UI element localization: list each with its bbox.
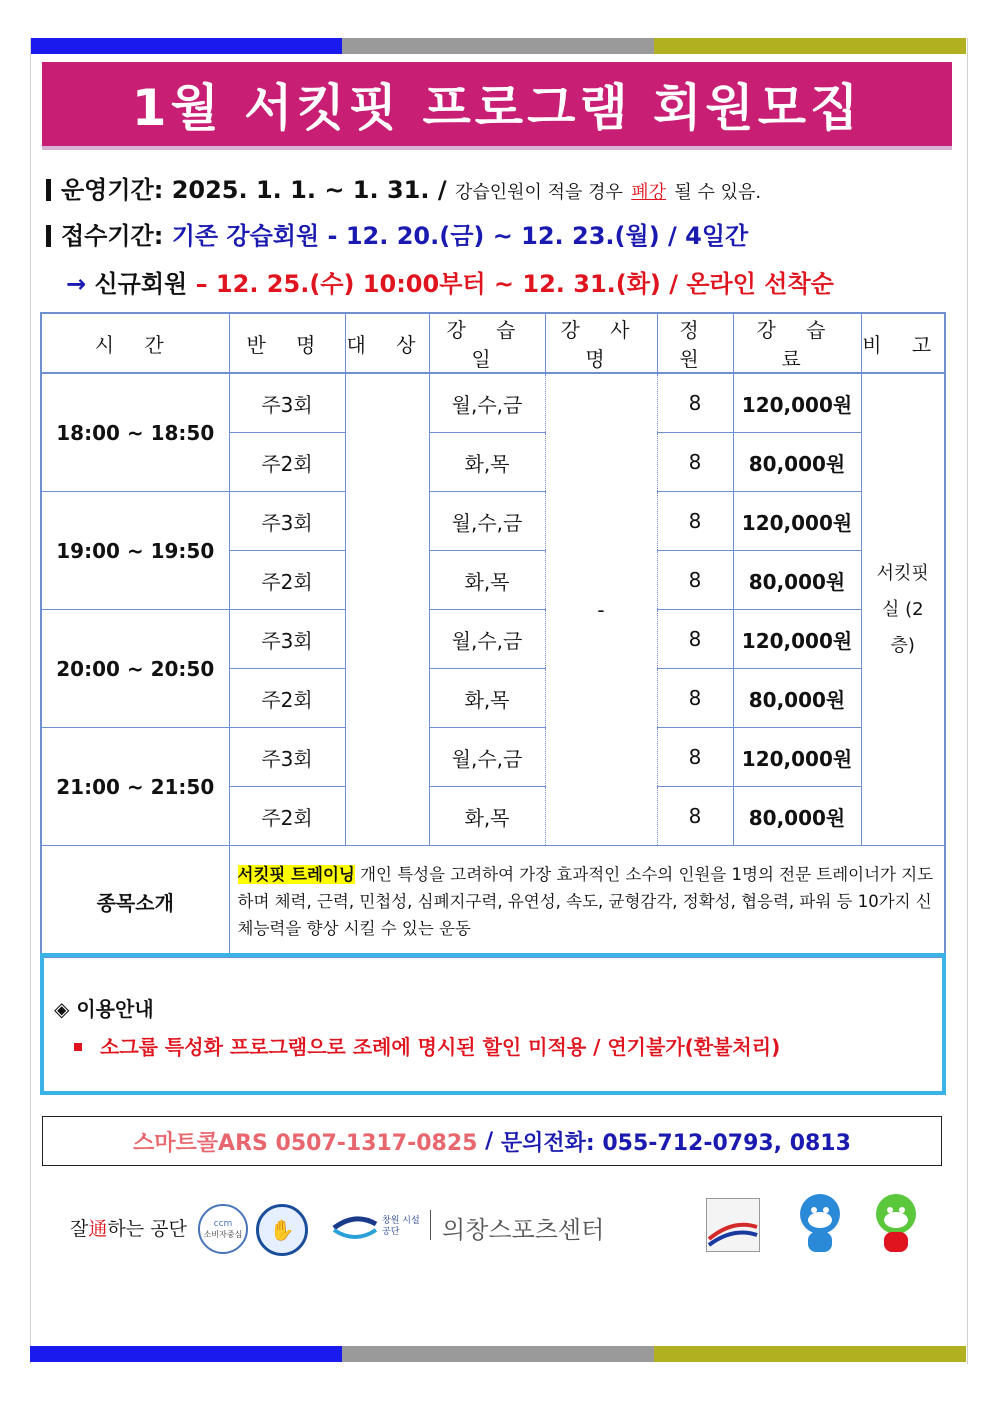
class-cell: 주2회 bbox=[229, 551, 345, 610]
intro-label: 종목소개 bbox=[41, 846, 229, 958]
center-name: 의창스포츠센터 bbox=[442, 1216, 605, 1244]
table-row bbox=[41, 610, 945, 669]
capacity-cell: 8 bbox=[657, 433, 733, 492]
days-cell: 화,목 bbox=[429, 551, 545, 610]
days-cell: 월,수,금 bbox=[429, 373, 545, 433]
capacity-cell: 8 bbox=[657, 610, 733, 669]
days-cell: 월,수,금 bbox=[429, 492, 545, 551]
header-fee: 강 습 료 bbox=[733, 313, 861, 373]
fee-cell: 80,000원 bbox=[733, 669, 861, 728]
bullet-square-icon bbox=[74, 1043, 82, 1051]
days-cell: 화,목 bbox=[429, 669, 545, 728]
new-member-period: → 신규회원 – 12. 25.(수) 10:00부터 ~ 12. 31.(화) / 온라인 선착순 bbox=[66, 270, 834, 298]
capacity-cell: 8 bbox=[657, 669, 733, 728]
org-name: 창원 시설공단 bbox=[382, 1216, 420, 1237]
ars-number: 스마트콜ARS 0507-1317-0825 bbox=[133, 1130, 478, 1156]
target-cell bbox=[345, 373, 429, 846]
class-cell: 주2회 bbox=[229, 669, 345, 728]
org-logo-icon bbox=[330, 1214, 380, 1244]
page-title: 1월 서킷핏 프로그램 회원모집 bbox=[131, 79, 863, 137]
capacity-cell: 8 bbox=[657, 551, 733, 610]
capacity-cell: 8 bbox=[657, 728, 733, 787]
days-cell: 월,수,금 bbox=[429, 610, 545, 669]
fee-cell: 120,000원 bbox=[733, 610, 861, 669]
capacity-cell: 8 bbox=[657, 787, 733, 846]
fee-cell: 120,000원 bbox=[733, 373, 861, 433]
class-cell: 주3회 bbox=[229, 610, 345, 669]
time-cell: 18:00 ~ 18:50 bbox=[41, 373, 229, 492]
instructor-cell: - bbox=[545, 373, 657, 846]
class-cell: 주3회 bbox=[229, 728, 345, 787]
fee-cell: 120,000원 bbox=[733, 728, 861, 787]
slogan: 잘通하는 공단 bbox=[70, 1218, 187, 1240]
usage-title: ◈ 이용안내 bbox=[54, 997, 154, 1021]
table-header-row bbox=[41, 313, 945, 373]
table-row bbox=[41, 373, 945, 433]
capacity-cell: 8 bbox=[657, 373, 733, 433]
fee-cell: 80,000원 bbox=[733, 551, 861, 610]
ccm-logo-icon: ccm 소비자중심 bbox=[198, 1204, 248, 1254]
usage-item: 소그룹 특성화 프로그램으로 조례에 명시된 할인 미적용 / 연기불가(환불처리) bbox=[74, 1031, 780, 1060]
capacity-cell: 8 bbox=[657, 492, 733, 551]
time-cell: 19:00 ~ 19:50 bbox=[41, 492, 229, 610]
header-time: 시 간 bbox=[41, 313, 229, 373]
footer-logos bbox=[60, 1188, 940, 1258]
header-capacity: 정 원 bbox=[657, 313, 733, 373]
page-title-banner bbox=[42, 62, 952, 150]
time-cell: 21:00 ~ 21:50 bbox=[41, 728, 229, 846]
reception-period: 접수기간: 기존 강습회원 - 12. 20.(금) ~ 12. 23.(월) / 4일간 bbox=[46, 216, 748, 251]
human-rights-logo-icon: ✋ bbox=[256, 1204, 308, 1256]
mascot-blue-icon bbox=[784, 1190, 856, 1260]
days-cell: 화,목 bbox=[429, 787, 545, 846]
header-days: 강 습 일 bbox=[429, 313, 545, 373]
days-cell: 화,목 bbox=[429, 433, 545, 492]
fee-cell: 120,000원 bbox=[733, 492, 861, 551]
table-row bbox=[41, 728, 945, 787]
intro-row bbox=[41, 846, 945, 958]
time-cell: 20:00 ~ 20:50 bbox=[41, 610, 229, 728]
fee-cell: 80,000원 bbox=[733, 433, 861, 492]
class-cell: 주2회 bbox=[229, 787, 345, 846]
diamond-icon: ◈ bbox=[54, 997, 70, 1021]
divider bbox=[430, 1210, 431, 1240]
table-row bbox=[41, 492, 945, 551]
days-cell: 월,수,금 bbox=[429, 728, 545, 787]
header-note: 비 고 bbox=[861, 313, 945, 373]
header-instructor: 강 사 명 bbox=[545, 313, 657, 373]
header-class: 반 명 bbox=[229, 313, 345, 373]
certification-logo-icon bbox=[706, 1198, 760, 1252]
fee-cell: 80,000원 bbox=[733, 787, 861, 846]
bottom-color-bar bbox=[30, 1346, 966, 1362]
note-cell: 서킷핏실 (2층) bbox=[861, 373, 945, 846]
phone-number: 문의전화: 055-712-0793, 0813 bbox=[500, 1130, 851, 1156]
intro-text: 서킷핏 트레이닝 개인 특성을 고려하여 가장 효과적인 소수의 인원을 1명의 전문 트레이너가 지도하며 체력, 근력, 민첩성, 심폐지구력, 유연성, 속도, 균형감각, 정확성, 협응력, 파워 등 10가지 신체능력을 향상 시킬 수 있는 운동 bbox=[229, 846, 945, 958]
mascot-green-icon bbox=[860, 1190, 932, 1260]
class-cell: 주3회 bbox=[229, 373, 345, 433]
class-cell: 주2회 bbox=[229, 433, 345, 492]
usage-info-box bbox=[40, 953, 946, 1095]
operation-period: 운영기간: 2025. 1. 1. ~ 1. 31. / 강습인원이 적을 경우 폐강 될 수 있음. bbox=[46, 170, 761, 205]
header-target: 대 상 bbox=[345, 313, 429, 373]
class-cell: 주3회 bbox=[229, 492, 345, 551]
contact-box: 스마트콜ARS 0507-1317-0825 / 문의전화: 055-712-0793, 0813 bbox=[42, 1116, 942, 1166]
schedule-table bbox=[40, 312, 946, 958]
